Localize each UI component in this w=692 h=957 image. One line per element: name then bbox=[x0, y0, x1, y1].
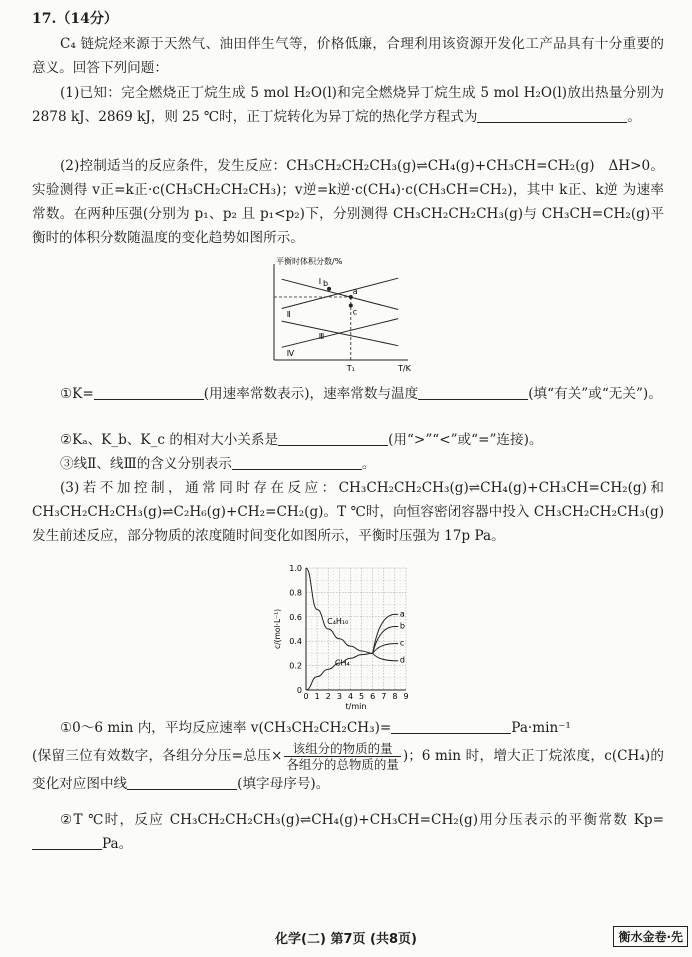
q3-1-b: Pa·min⁻¹ bbox=[511, 720, 571, 736]
series-label-2: Ⅱ bbox=[286, 310, 291, 320]
fraction-denominator: 各组分的总物质的量 bbox=[286, 757, 399, 772]
series-line-4 bbox=[282, 319, 398, 348]
page-footer: 化学(二) 第7页 (共8页) bbox=[275, 932, 417, 947]
annotation-butane: C₄H₁₀ bbox=[327, 617, 349, 627]
q3-1-e: (填字母序号)。 bbox=[237, 776, 330, 792]
answer-blank[interactable] bbox=[477, 107, 627, 123]
answer-blank-Kp[interactable] bbox=[32, 834, 102, 850]
q2-2-b: (用“>”“<”或“=”连接)。 bbox=[388, 432, 543, 448]
chart-concentration bbox=[272, 562, 422, 712]
brand-stamp: 衡水金卷·先 bbox=[613, 926, 688, 947]
q3-2 bbox=[32, 808, 664, 856]
answer-blank-K[interactable] bbox=[94, 384, 204, 400]
series-label-4: Ⅳ bbox=[286, 349, 295, 359]
annotation-methane: CH₄ bbox=[334, 658, 350, 668]
part1-text: (1)已知：完全燃烧正丁烷生成 5 mol H₂O(l)和完全燃烧异丁烷生成 5 mol H₂O(l)放出热量分别为 2878 kJ、2869 kJ，则 25 ℃时，正丁烷转化为异丁烷的热化学方程式为 bbox=[32, 85, 664, 125]
x-tick-label: 2 bbox=[325, 692, 331, 701]
x-tick-label: 7 bbox=[381, 692, 387, 701]
series-label-1: Ⅰ bbox=[318, 276, 322, 286]
answer-blank-K-order[interactable] bbox=[278, 430, 388, 446]
series-line-d bbox=[373, 653, 399, 660]
answer-blank-temp[interactable] bbox=[418, 384, 528, 400]
q3-2-b: Pa。 bbox=[102, 836, 133, 852]
x-tick-label: 5 bbox=[359, 692, 365, 701]
q2-2 bbox=[32, 428, 664, 452]
series-label-d: d bbox=[399, 655, 405, 665]
x-axis-label: T/K bbox=[398, 364, 411, 373]
series-label-3: Ⅲ bbox=[318, 331, 325, 341]
y-tick-label: 0 bbox=[296, 686, 302, 695]
x-tick-label: 8 bbox=[392, 692, 398, 701]
y-tick-label: 1.0 bbox=[289, 564, 302, 573]
series-label-a: a bbox=[399, 609, 405, 619]
q2-1-b: (用速率常数表示)，速率常数与温度 bbox=[203, 386, 419, 402]
x-tick-label: 9 bbox=[403, 692, 409, 701]
q3-1-cont bbox=[32, 741, 664, 796]
series-line-c bbox=[373, 644, 399, 654]
x-axis-label: t/min bbox=[345, 702, 367, 711]
part2-paragraph: (2)控制适当的反应条件，发生反应：CH₃CH₂CH₂CH₃(g)⇌CH₄(g)+CH₃CH=CH₂(g) ΔH>0。实验测得 v正=k正·c(CH₃CH₂CH₂CH₃)；v逆=k逆·c(CH₄)·c(CH₃CH=CH₂)，其中 k正、k逆 为速率常数。在两种压强(分别为 p₁、p₂ 且 p₁<p₂)下，分别测得 CH₃CH₂CH₂CH₃(g)与 CH₃CH=CH₂(g)平衡时的体积分数随温度的变化趋势如图所示。 bbox=[32, 158, 664, 246]
q2-1-a: ①K= bbox=[60, 386, 94, 402]
y-axis-label: c/(mol·L⁻¹) bbox=[273, 608, 282, 650]
series-line-a bbox=[373, 614, 399, 653]
point-label-c: c bbox=[352, 307, 358, 317]
chart1-plot bbox=[274, 256, 412, 373]
y-tick-label: 0.8 bbox=[289, 588, 302, 598]
part1-end: 。 bbox=[627, 109, 642, 125]
x-tick-label: 3 bbox=[336, 692, 342, 701]
answer-blank-line[interactable] bbox=[127, 774, 237, 790]
answer-blank-lines[interactable] bbox=[232, 454, 362, 470]
q2-3-b: 。 bbox=[361, 456, 376, 472]
series-line-1 bbox=[282, 276, 398, 309]
x-tick-label: 1 bbox=[314, 692, 320, 701]
chart2-plot bbox=[273, 564, 409, 711]
part1-paragraph bbox=[32, 81, 664, 129]
series-label-c: c bbox=[399, 638, 405, 648]
x-tick-label: 6 bbox=[370, 692, 376, 701]
y-tick-label: 0.6 bbox=[289, 612, 302, 622]
point-label-a: a bbox=[352, 287, 358, 296]
fraction-numerator: 该组分的物质的量 bbox=[284, 741, 401, 757]
y-axis-label: 平衡时体积分数/% bbox=[276, 257, 343, 266]
answer-blank-rate[interactable] bbox=[391, 718, 511, 734]
q3-1-d: )；6 min 时，增大正丁烷浓度，c(CH₄)的变化对应图中线 bbox=[32, 748, 664, 792]
x-tick-label: 4 bbox=[347, 692, 354, 701]
x-tick-T1: T₁ bbox=[346, 364, 355, 373]
q3-1-c: (保留三位有效数字，各组分分压=总压× bbox=[32, 748, 283, 764]
part3-paragraph: (3)若不加控制，通常同时存在反应：CH₃CH₂CH₂CH₃(g)⇌CH₄(g)+CH₃CH=CH₂(g)和 CH₃CH₂CH₂CH₃(g)⇌C₂H₆(g)+CH₂=CH₂(g)。T ℃时，向恒容密闭容器中投入 CH₃CH₂CH₂CH₃(g)发生前述反应，部分物质的浓度随时间变化如图所示，平衡时压强为 17p Pa。 bbox=[32, 480, 664, 544]
q3-1 bbox=[32, 716, 664, 740]
point-label-b: b bbox=[323, 278, 329, 288]
y-tick-label: 0.2 bbox=[289, 661, 302, 671]
q2-1-c: (填“有关”或“无关”)。 bbox=[528, 386, 662, 402]
series-label-b: b bbox=[399, 621, 405, 631]
q3-1-a: ①0～6 min 内，平均反应速率 v(CH₃CH₂CH₂CH₃)= bbox=[60, 720, 392, 736]
q2-2-a: ②Kₐ、K_b、K_c 的相对大小关系是 bbox=[60, 432, 279, 448]
chart-volume-fraction bbox=[262, 254, 412, 376]
x-tick-label: 0 bbox=[303, 692, 309, 701]
series-line-2 bbox=[282, 278, 398, 308]
q2-1 bbox=[32, 382, 664, 406]
q2-3 bbox=[32, 452, 664, 476]
y-tick-label: 0.4 bbox=[289, 637, 302, 647]
q2-3-a: ③线Ⅱ、线Ⅲ的含义分别表示 bbox=[60, 456, 232, 472]
partial-pressure-fraction bbox=[284, 741, 401, 772]
question-number: 17.（14分） bbox=[32, 11, 118, 27]
q3-2-a: ②T ℃时，反应 CH₃CH₂CH₂CH₃(g)⇌CH₄(g)+CH₃CH=CH₂(g)用分压表示的平衡常数 Kp= bbox=[60, 812, 664, 828]
intro-paragraph: C₄ 链烷烃来源于天然气、油田伴生气等，价格低廉，合理利用该资源开发化工产品具有十分重要的意义。回答下列问题： bbox=[32, 36, 664, 76]
